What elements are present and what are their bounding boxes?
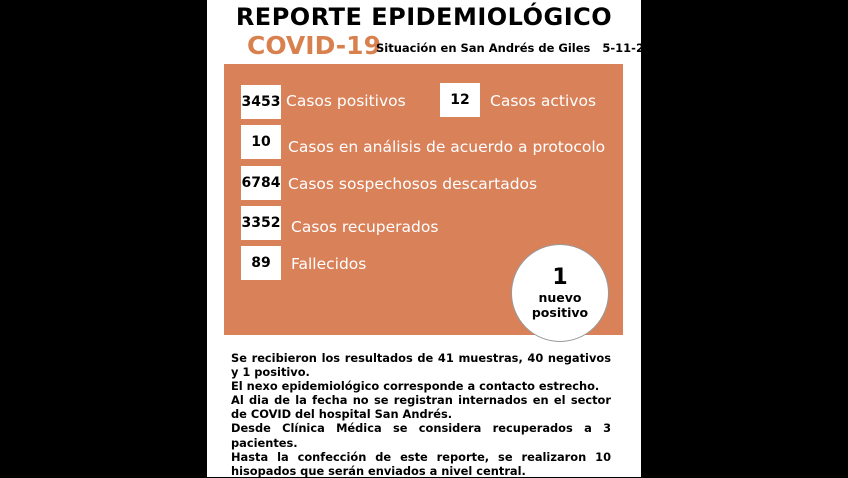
fallecidos-label: Fallecidos [291,255,367,273]
nuevo-line1: nuevo [538,290,582,305]
activos-label: Casos activos [490,92,597,110]
note-paragraph: El nexo epidemiológico corresponde a contacto estrecho. [231,379,600,394]
activos-value: 12 [440,83,480,117]
recuperados-value: 3352 [241,206,281,240]
nuevo-number: 1 [552,265,568,290]
analisis-label: Casos en análisis de acuerdo a protocolo [288,138,606,156]
note-paragraph: Desde Clínica Médica se considera recuperados a 3 pacientes. [231,421,611,450]
report-title: REPORTE EPIDEMIOLÓGICO [235,3,613,31]
situation-text: Situación en San Andrés de Giles [376,41,591,55]
positivos-value: 3453 [241,85,281,119]
recuperados-label: Casos recuperados [291,218,439,236]
stats-panel [224,64,623,335]
positivos-label: Casos positivos [286,92,406,110]
report-date: 5-11-21 [602,41,652,55]
situation-line [376,41,652,55]
note-paragraph: Al dia de la fecha no se registran internados en el sector de COVID del hospital San Andrés. [231,393,611,422]
nuevo-positivo-badge [511,244,609,342]
note-paragraph: Se recibieron los resultados de 41 muestras, 40 negativos y 1 positivo. [231,351,611,380]
report-notes [231,351,611,478]
analisis-value: 10 [241,125,281,159]
note-paragraph: Hasta la confección de este reporte, se realizaron 10 hisopados que serán enviados a nivel central. [231,449,611,478]
report-card [207,0,652,478]
descartados-label: Casos sospechosos descartados [288,175,538,193]
descartados-value: 6784 [241,166,281,200]
covid-heading: COVID-19 [247,31,381,60]
fallecidos-value: 89 [241,246,281,280]
nuevo-line2: positivo [531,305,589,320]
